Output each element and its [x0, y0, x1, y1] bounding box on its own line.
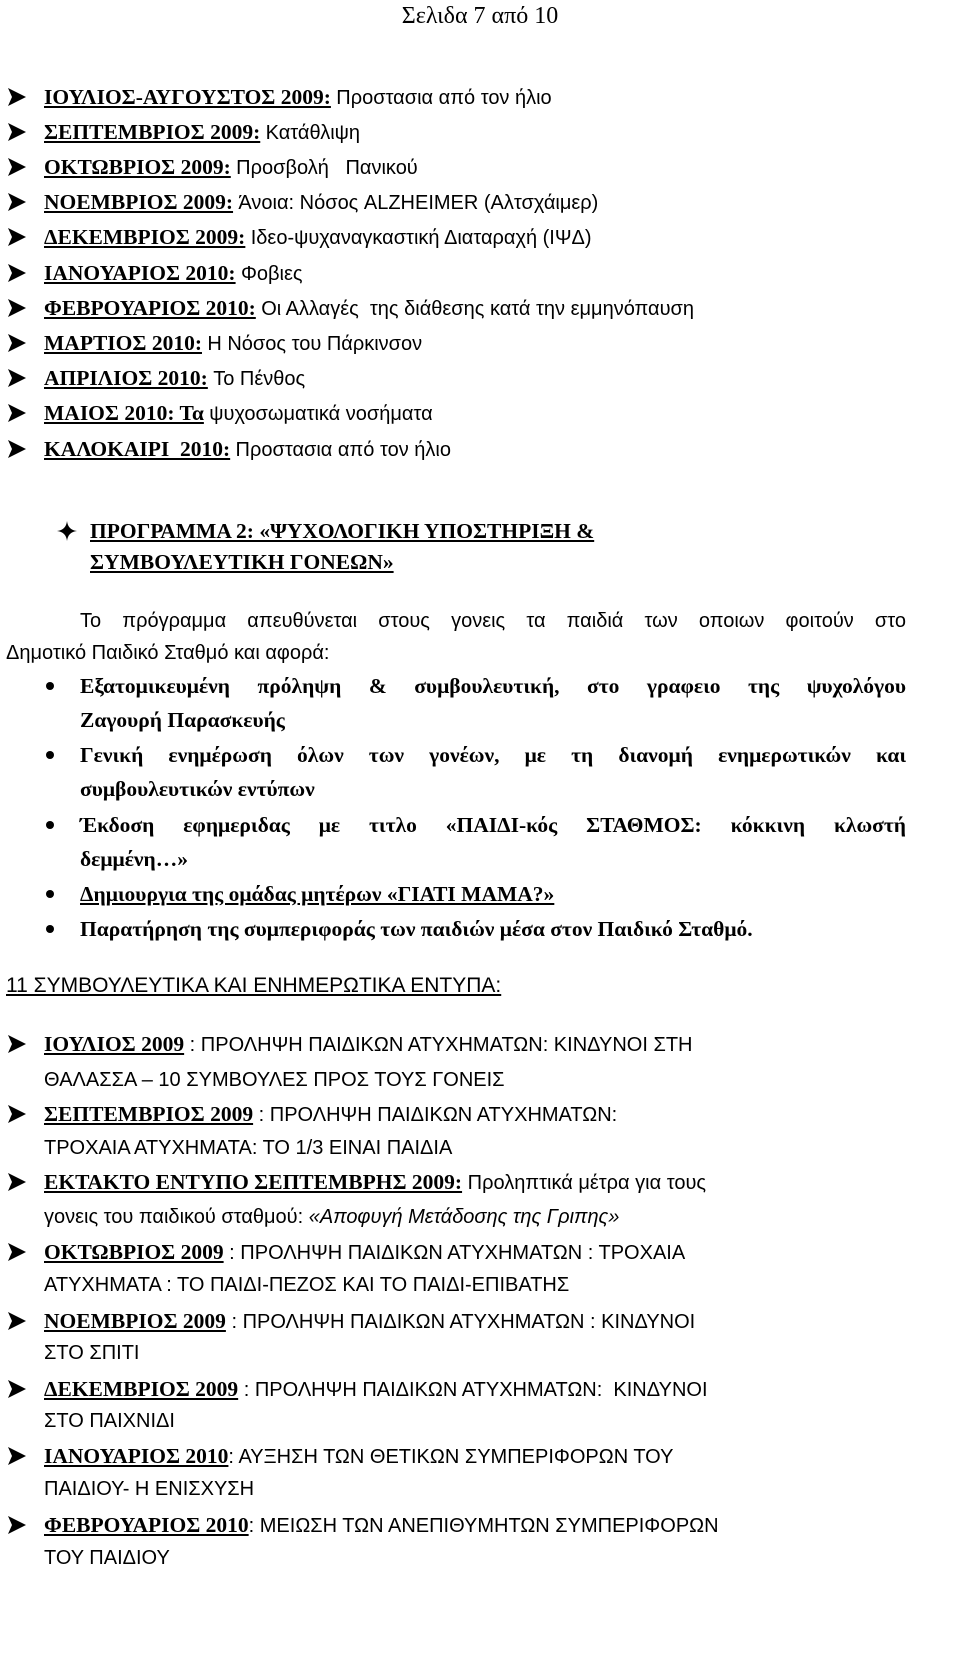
leaflet-text: ΠΡΟΛΗΨΗ ΠΑΙΔΙΚΩΝ ΑΤΥΧΗΜΑΤΩΝ: ΚΙΝΔΥΝΟΙ ΣΤΗ: [200, 1034, 693, 1056]
leaflet-label: ΦΕΒΡΟΥΑΡΙΟΣ 2010: [44, 1513, 249, 1537]
leaflet-item-line2: ΤΡΟΧΑΙΑ ΑΤΥΧΗΜΑΤΑ: ΤΟ 1/3 ΕΙΝΑΙ ΠΑΙΔΙΑ: [44, 1137, 453, 1159]
schedule-item: [44, 399, 433, 428]
arrow-bullet-icon: [6, 262, 28, 284]
program-bullet-line1: Παρατήρηση της συμπεριφοράς των παιδιών μέσα στον Παιδικό Σταθμό.: [80, 917, 753, 941]
leaflet-item-line1: [44, 1168, 706, 1197]
schedule-text: Η Νόσος του Πάρκινσον: [207, 333, 423, 355]
arrow-bullet-icon: [6, 402, 28, 424]
arrow-bullet-icon: [6, 1514, 28, 1536]
leaflet-item-line2: ΣΤΟ ΠΑΙΧΝΙΔΙ: [44, 1410, 175, 1432]
schedule-text: Προσβολή Πανικού: [236, 157, 418, 179]
leaflet-sep: :: [253, 1104, 270, 1126]
diamond-bullet-icon: [56, 520, 78, 542]
schedule-item: [44, 435, 451, 464]
arrow-bullet-icon: [6, 121, 28, 143]
leaflet-item-line1: [44, 1030, 693, 1059]
arrow-bullet-icon: [6, 297, 28, 319]
leaflet-item-line2: [44, 1203, 619, 1231]
arrow-bullet-icon: [6, 1103, 28, 1125]
leaflet-text: γονεις του παιδικού σταθμού:: [44, 1206, 309, 1228]
schedule-text: Οι Αλλαγές της διάθεσης κατά την εμμηνόπαυση: [261, 298, 695, 320]
program-title-line1: ΠΡΟΓΡΑΜΜΑ 2: «ΨΥΧΟΛΟΓΙΚΗ ΥΠΟΣΤΗΡΙΞΗ &: [90, 519, 595, 543]
schedule-label: ΙΑΝΟΥΑΡΙΟΣ 2010:: [44, 261, 236, 285]
schedule-item: [44, 188, 598, 217]
arrow-bullet-icon: [6, 1241, 28, 1263]
leaflet-item-line2: ΠΑΙΔΙΟΥ- Η ΕΝΙΣΧΥΣΗ: [44, 1478, 255, 1500]
arrow-bullet-icon: [6, 1033, 28, 1055]
leaflet-item-line2: ΘΑΛΑΣΣΑ – 10 ΣΥΜΒΟΥΛΕΣ ΠΡΟΣ ΤΟΥΣ ΓΟΝΕΙΣ: [44, 1069, 505, 1091]
schedule-text: Άνοια: Νόσος ALZHEIMER (Αλτσχάιμερ): [238, 192, 599, 214]
leaflet-text: ΜΕΙΩΣΗ ΤΩΝ ΑΝΕΠΙΘΥΜΗΤΩΝ ΣΥΜΠΕΡΙΦΟΡΩΝ: [259, 1515, 719, 1537]
schedule-text: Προστασια από τον ήλιο: [235, 439, 451, 461]
leaflet-sep: :: [248, 1515, 260, 1537]
leaflet-sep: :: [225, 1311, 243, 1333]
section-heading: 11 ΣΥΜΒΟΥΛΕΥΤΙΚΑ ΚΑΙ ΕΝΗΜΕΡΩΤΙΚΑ ΕΝΤΥΠΑ:: [6, 974, 502, 997]
leaflet-sep: :: [223, 1242, 241, 1264]
schedule-item: [44, 83, 552, 112]
bullet-dot-icon: [46, 751, 54, 759]
schedule-label: ΙΟΥΛΙΟΣ-ΑΥΓΟΥΣΤΟΣ 2009:: [44, 85, 331, 109]
leaflet-item-line1: [44, 1238, 685, 1267]
arrow-bullet-icon: [6, 1310, 28, 1332]
leaflet-text: ΠΡΟΛΗΨΗ ΠΑΙΔΙΚΩΝ ΑΤΥΧΗΜΑΤΩΝ : ΚΙΝΔΥΝΟΙ: [242, 1311, 696, 1333]
arrow-bullet-icon: [6, 226, 28, 248]
program-bullet-line2: δεμμένη…»: [80, 847, 188, 871]
bullet-dot-icon: [46, 682, 54, 690]
program-bullet-line1: Εξατομικευμένη πρόληψη & συμβουλευτική, στο γραφειο της ψυχολόγου: [80, 674, 906, 698]
leaflet-label: ΙΑΝΟΥΑΡΙΟΣ 2010: [44, 1444, 229, 1468]
leaflet-item-line1: [44, 1307, 695, 1336]
program-bullet-line1: [80, 880, 554, 908]
schedule-label: ΟΚΤΩΒΡΙΟΣ 2009:: [44, 155, 231, 179]
schedule-item: [44, 153, 418, 182]
leaflet-item-line1: [44, 1442, 673, 1471]
leaflet-label: ΕΚΤΑΚΤΟ ΕΝΤΥΠΟ ΣΕΠΤΕΜΒΡΗΣ 2009:: [44, 1170, 463, 1194]
schedule-item: [44, 223, 592, 252]
page-number: Σελιδα 7 από 10: [401, 3, 559, 29]
leaflet-item-line1: [44, 1511, 719, 1540]
arrow-bullet-icon: [6, 1378, 28, 1400]
schedule-label: ΔΕΚΕΜΒΡΙΟΣ 2009:: [44, 225, 246, 249]
leaflet-item-line1: [44, 1100, 617, 1129]
schedule-item: [44, 259, 303, 288]
schedule-label: ΦΕΒΡΟΥΑΡΙΟΣ 2010:: [44, 296, 256, 320]
schedule-text: Προστασια από τον ήλιο: [336, 87, 552, 109]
arrow-bullet-icon: [6, 367, 28, 389]
program-bullet-line1: Γενική ενημέρωση όλων των γονέων, με τη διανομή ενημερωτικών και: [80, 743, 906, 767]
leaflet-label: ΣΕΠΤΕΜΒΡΙΟΣ 2009: [44, 1102, 254, 1126]
bullet-dot-icon: [46, 925, 54, 933]
schedule-text: ψυχοσωματικά νοσήματα: [209, 403, 433, 425]
leaflet-text: ΑΥΞΗΣΗ ΤΩΝ ΘΕΤΙΚΩΝ ΣΥΜΠΕΡΙΦΟΡΩΝ ΤΟΥ: [238, 1446, 674, 1468]
schedule-label: ΜΑΡΤΙΟΣ 2010:: [44, 331, 202, 355]
leaflet-italic-title: «Αποφυγή Μετάδοσης της Γριπης»: [308, 1206, 620, 1228]
arrow-bullet-icon: [6, 191, 28, 213]
leaflet-item-line2: ΑΤΥΧΗΜΑΤΑ : ΤΟ ΠΑΙΔΙ-ΠΕΖΟΣ ΚΑΙ ΤΟ ΠΑΙΔΙ-ΕΠΙΒΑΤΗΣ: [44, 1274, 570, 1296]
schedule-label: ΜΑΙΟΣ 2010: Τα: [44, 401, 204, 425]
bullet-underlined: Δημιουργια της ομάδας μητέρων «ΓΙΑΤΙ ΜΑΜΑ?»: [80, 882, 555, 906]
leaflet-label: ΝΟΕΜΒΡΙΟΣ 2009: [44, 1309, 226, 1333]
leaflet-sep: :: [238, 1379, 255, 1401]
leaflet-item-line1: [44, 1375, 708, 1404]
arrow-bullet-icon: [6, 1171, 28, 1193]
arrow-bullet-icon: [6, 86, 28, 108]
program-bullet-line2: Ζαγουρή Παρασκευής: [80, 708, 285, 732]
schedule-text: Το Πένθος: [213, 368, 306, 390]
arrow-bullet-icon: [6, 332, 28, 354]
leaflet-text: Προληπτικά μέτρα για τους: [467, 1172, 707, 1194]
schedule-label: ΚΑΛΟΚΑΙΡΙ 2010:: [44, 437, 231, 461]
arrow-bullet-icon: [6, 1445, 28, 1467]
leaflet-label: ΟΚΤΩΒΡΙΟΣ 2009: [44, 1240, 224, 1264]
schedule-item: [44, 364, 305, 393]
leaflet-sep: :: [228, 1446, 239, 1468]
leaflet-label: ΙΟΥΛΙΟΣ 2009: [44, 1032, 185, 1056]
leaflet-item-line2: ΣΤΟ ΣΠΙΤΙ: [44, 1342, 140, 1364]
schedule-item: [44, 118, 360, 147]
leaflet-text: ΠΡΟΛΗΨΗ ΠΑΙΔΙΚΩΝ ΑΤΥΧΗΜΑΤΩΝ : ΤΡΟΧΑΙΑ: [240, 1242, 686, 1264]
leaflet-item-line2: ΤΟΥ ΠΑΙΔΙΟΥ: [44, 1547, 170, 1569]
program-bullet-line1: Έκδοση εφημεριδας με τιτλο «ΠΑΙΔΙ-κός ΣΤΑΘΜΟΣ: κόκκινη κλωστή: [80, 813, 906, 837]
leaflet-label: ΔΕΚΕΜΒΡΙΟΣ 2009: [44, 1377, 239, 1401]
schedule-item: [44, 329, 422, 358]
arrow-bullet-icon: [6, 156, 28, 178]
leaflet-text: ΠΡΟΛΗΨΗ ΠΑΙΔΙΚΩΝ ΑΤΥΧΗΜΑΤΩΝ: ΚΙΝΔΥΝΟΙ: [254, 1379, 708, 1401]
bullet-dot-icon: [46, 890, 54, 898]
program-title-line2: ΣΥΜΒΟΥΛΕΥΤΙΚΗ ΓΟΝΕΩΝ»: [90, 550, 394, 574]
program-intro-line1: Το πρόγραμμα απευθύνεται στους γονεις τα παιδιά των οποιων φοιτούν στο: [80, 610, 906, 632]
schedule-label: ΣΕΠΤΕΜΒΡΙΟΣ 2009:: [44, 120, 261, 144]
schedule-label: ΝΟΕΜΒΡΙΟΣ 2009:: [44, 190, 234, 214]
schedule-item: [44, 294, 694, 323]
program-bullet-line2: συμβουλευτικών εντύπων: [80, 777, 315, 801]
leaflet-text: ΠΡΟΛΗΨΗ ΠΑΙΔΙΚΩΝ ΑΤΥΧΗΜΑΤΩΝ:: [269, 1104, 618, 1126]
schedule-text: Κατάθλιψη: [265, 122, 361, 144]
schedule-label: ΑΠΡΙΛΙΟΣ 2010:: [44, 366, 208, 390]
leaflet-sep: :: [184, 1034, 201, 1056]
schedule-text: Φοβιες: [240, 263, 303, 285]
arrow-bullet-icon: [6, 438, 28, 460]
program-intro-line2: Δημοτικό Παιδικό Σταθμό και αφορά:: [6, 642, 330, 664]
schedule-text: Ιδεο-ψυχαναγκαστική Διαταραχή (ΙΨΔ): [250, 227, 592, 249]
bullet-dot-icon: [46, 821, 54, 829]
